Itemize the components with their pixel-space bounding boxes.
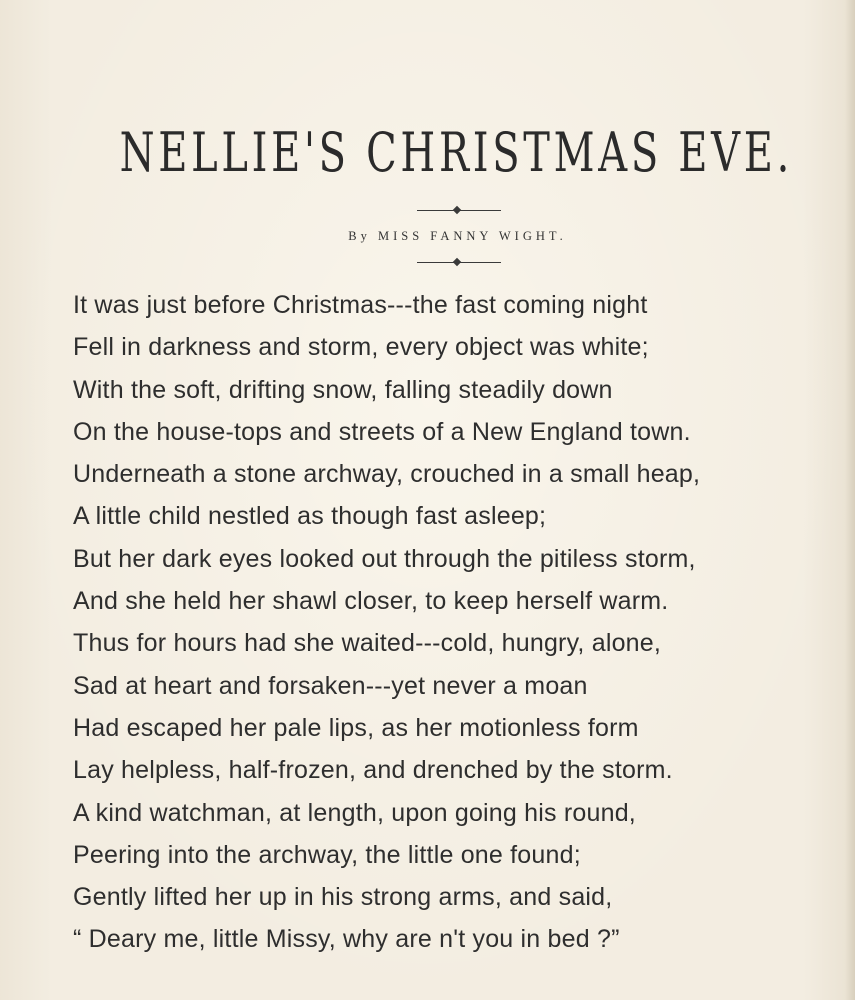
poem-line: On the house-tops and streets of a New England town.: [73, 417, 691, 446]
page-edge: [845, 0, 855, 1000]
poem-line: And she held her shawl closer, to keep herself warm.: [73, 587, 669, 616]
poem-line: Lay helpless, half-frozen, and drenched by the storm.: [73, 756, 673, 785]
ornamental-rule-top: [417, 210, 501, 211]
byline: By MISS FANNY WIGHT.: [348, 229, 567, 243]
poem-title: NELLIE'S CHRISTMAS EVE.: [119, 121, 794, 184]
poem-line: With the soft, drifting snow, falling steadily down: [73, 375, 613, 404]
poem-body: [73, 284, 833, 961]
poem-line: Peering into the archway, the little one found;: [73, 840, 581, 869]
poem-line: Sad at heart and forsaken---yet never a moan: [73, 671, 588, 700]
poem-line: Gently lifted her up in his strong arms, and said,: [73, 883, 613, 912]
poem-line: Fell in darkness and storm, every object was white;: [73, 333, 649, 362]
diamond-ornament-icon: [453, 206, 461, 214]
poem-line: A little child nestled as though fast asleep;: [73, 502, 547, 531]
poem-line: Thus for hours had she waited---cold, hungry, alone,: [73, 629, 662, 658]
diamond-ornament-icon: [453, 258, 461, 266]
poem-line: Had escaped her pale lips, as her motionless form: [73, 713, 639, 742]
poem-line: “ Deary me, little Missy, why are n't you in bed ?”: [73, 925, 620, 954]
ornamental-rule-bottom: [417, 262, 501, 263]
poem-line: Underneath a stone archway, crouched in a small heap,: [73, 460, 701, 489]
poem-line: A kind watchman, at length, upon going his round,: [73, 798, 636, 827]
poem-line: But her dark eyes looked out through the pitiless storm,: [73, 544, 696, 573]
poem-line: It was just before Christmas---the fast coming night: [73, 291, 648, 319]
